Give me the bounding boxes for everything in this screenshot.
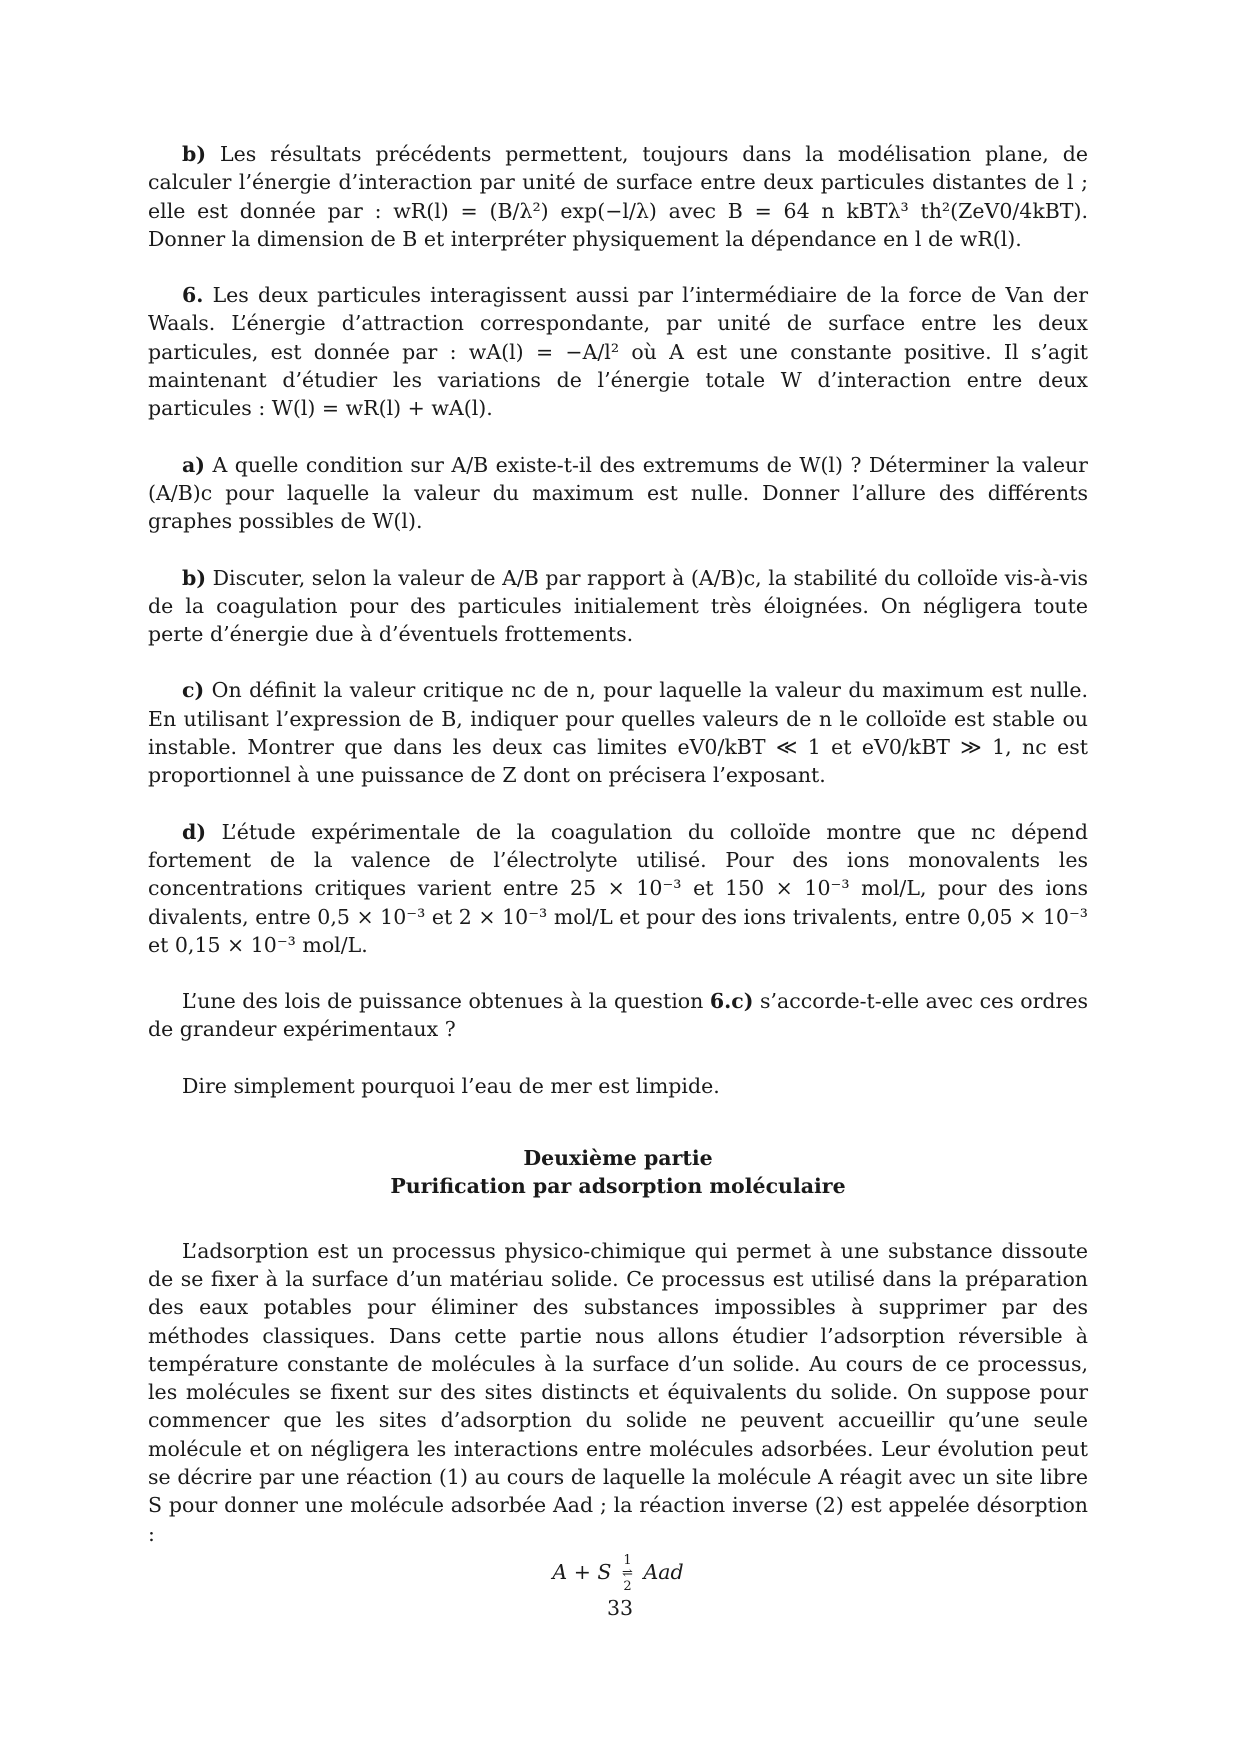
question-5b [148,140,1088,253]
question-6b [148,564,1088,649]
equation-right: Aad [643,1559,684,1584]
page-body [148,140,1088,1613]
question-label: 6. [182,283,204,308]
question-text: Discuter, selon la valeur de A/B par rapport à (A/B)c, la stabilité du colloïde vis-à-vis de la coagulation pour des particules initialement très éloignées. On négligera toute perte d’énergie due à d’éventuels frottements. [148,565,1089,647]
part-heading [148,1144,1088,1201]
question-reference: 6.c) [709,989,754,1014]
equilibrium-arrows [622,1554,633,1593]
question-text: On définit la valeur critique nc de n, pour laquelle la valeur du maximum est nulle. En utilisant l’expression de B, indiquer pour quelles valeurs de n le colloïde est stable ou instable. Montrer que dans les deux cas limites eV0/kBT ≪ 1 et eV0/kBT ≫ 1, nc est proportionnel à une puissance de Z dont on précisera l’exposant. [148,678,1088,788]
question-label: b) [182,565,207,590]
question-6 [148,281,1088,422]
equation-left: A + S [552,1559,612,1584]
part-subtitle: Purification par adsorption moléculaire [390,1174,846,1199]
followup-text-after: s’accorde-t-elle avec ces ordres de grandeur expérimentaux ? [148,989,1088,1042]
question-text: Les résultats précédents permettent, toujours dans la modélisation plane, de calculer l’énergie d’interaction par unité de surface entre deux particules distantes de l ; elle est donnée par : wR(l) = (B/λ²) exp(−l/λ) avec B = 64 n kBTλ³ th²(ZeV0/4kBT). Donner la dimension de B et interpréter physiquement la dépendance en l de wR(l). [148,142,1088,251]
question-6d-followup [148,987,1088,1044]
question-label: c) [182,678,205,703]
question-text: Les deux particules interagissent aussi par l’intermédiaire de la force de Van der Waals. L’énergie d’attraction correspondante, par unité de surface entre les deux particules, est donnée par : wA(l) = −A/l² où A est une constante positive. Il s’agit maintenant d’étudier les variations de l’énergie totale W d’interaction entre deux particules : W(l) = wR(l) + wA(l). [148,283,1088,421]
question-text: L’étude expérimentale de la coagulation du colloïde montre que nc dépend fortement de la valence de l’électrolyte utilisé. Pour des ions monovalents les concentrations critiques varient entre 25 × 10⁻³ et 150 × 10⁻³ mol/L, pour des ions divalents, entre 0,5 × 10⁻³ et 2 × 10⁻³ mol/L et pour des ions trivalents, entre 0,05 × 10⁻³ et 0,15 × 10⁻³ mol/L. [148,819,1088,957]
part-intro: L’adsorption est un processus physico-chimique qui permet à une substance dissoute de se fixer à la surface d’un matériau solide. Ce processus est utilisé dans la préparation des eaux potables pour éliminer des substances impossibles à supprimer par des méthodes classiques. Dans cette partie nous allons étudier l’adsorption réversible à température constante de molécules à la surface d’un solide. Au cours de ce processus, les molécules se fixent sur des sites distincts et équivalents du solide. On suppose pour commencer que les sites d’adsorption du solide ne peuvent accueillir qu’une seule molécule et on négligera les interactions entre molécules adsorbées. Leur évolution peut se décrire par une réaction (1) au cours de laquelle la molécule A réagit avec un site libre S pour donner une molécule adsorbée Aad ; la réaction inverse (2) est appelée désorption : [148,1238,1088,1546]
equilibrium-arrow-icon: ⇌ [622,1565,633,1581]
arrow-top-label: 1 [623,1552,632,1568]
question-6c [148,676,1088,789]
question-6d [148,818,1088,959]
page-number: 33 [606,1596,634,1620]
followup-text-before: L’une des lois de puissance obtenues à la question [182,989,704,1014]
question-text: A quelle condition sur A/B existe-t-il des extremums de W(l) ? Déterminer la valeur (A/B)c pour laquelle la valeur du maximum est nulle. Donner l’allure des différents graphes possibles de W(l). [148,452,1088,534]
question-label: a) [182,452,205,477]
question-6d-last: Dire simplement pourquoi l’eau de mer est limpide. [182,1073,720,1098]
adsorption-equation [148,1554,1088,1593]
question-label: b) [182,142,207,166]
part-title: Deuxième partie [523,1146,713,1171]
arrow-bottom-label: 2 [623,1578,632,1594]
question-label: d) [182,819,207,844]
question-6a [148,451,1088,536]
